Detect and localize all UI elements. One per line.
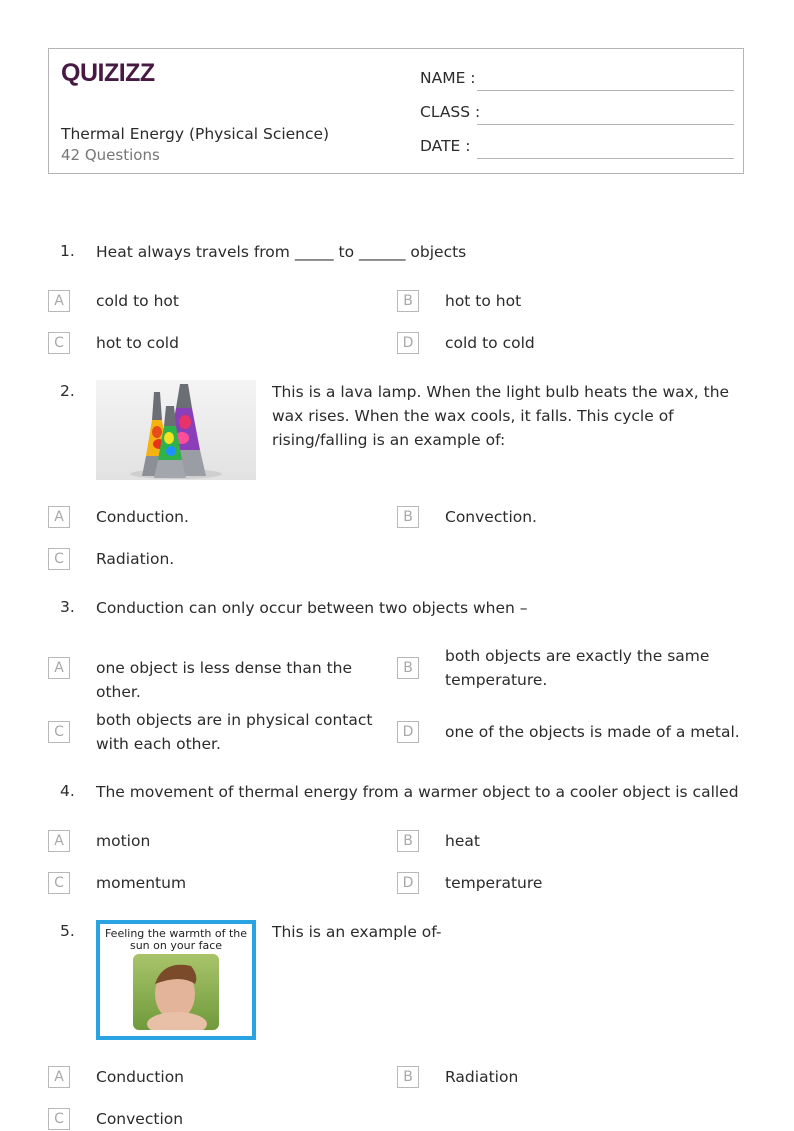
option-c-text: Radiation. xyxy=(96,550,175,568)
option-b-text: heat xyxy=(445,832,480,850)
option-d-text: cold to cold xyxy=(445,334,535,352)
option-b-text: Convection. xyxy=(445,508,537,526)
option-a-box[interactable]: A xyxy=(48,657,70,679)
question-text: Conduction can only occur between two objects when – xyxy=(96,599,528,617)
option-d-text: temperature xyxy=(445,874,543,892)
option-a-text: motion xyxy=(96,832,151,850)
question-number: 1. xyxy=(60,242,75,260)
question-number: 5. xyxy=(60,922,75,940)
option-a-text: cold to hot xyxy=(96,292,179,310)
name-label: NAME : xyxy=(420,69,476,87)
sun-warmth-card xyxy=(100,924,252,1036)
option-a-text: Conduction. xyxy=(96,508,189,526)
option-c-box[interactable]: C xyxy=(48,1108,70,1130)
image-caption: Feeling the warmth of the sun on your face xyxy=(104,927,248,952)
option-b-text: both objects are exactly the same temperature. xyxy=(445,647,710,689)
option-c-text: momentum xyxy=(96,874,187,892)
option-b-box[interactable]: B xyxy=(397,290,419,312)
option-b-box[interactable]: B xyxy=(397,657,419,679)
worksheet-title: Thermal Energy (Physical Science) xyxy=(61,125,330,143)
option-c-box[interactable]: C xyxy=(48,548,70,570)
name-field[interactable] xyxy=(420,69,734,93)
option-c-box[interactable]: C xyxy=(48,872,70,894)
question-text: The movement of thermal energy from a warmer object to a cooler object is called xyxy=(96,783,739,801)
option-b-box[interactable]: B xyxy=(397,830,419,852)
option-c-text: Convection xyxy=(96,1110,184,1128)
date-label: DATE : xyxy=(420,137,471,155)
lava-lamp-illustration xyxy=(96,380,256,480)
option-a-text: one object is less dense than the other. xyxy=(96,659,353,701)
date-line xyxy=(477,158,734,159)
option-b-box[interactable]: B xyxy=(397,506,419,528)
option-a-box[interactable]: A xyxy=(48,506,70,528)
option-a-box[interactable]: A xyxy=(48,1066,70,1088)
option-c-box[interactable]: C xyxy=(48,721,70,743)
class-label: CLASS : xyxy=(420,103,481,121)
quizizz-logo: QUIZIZZ xyxy=(61,59,155,87)
face-photo xyxy=(133,954,219,1030)
class-field[interactable] xyxy=(420,103,734,127)
class-line xyxy=(477,124,734,125)
question-number: 2. xyxy=(60,382,75,400)
name-line xyxy=(477,90,734,91)
option-d-box[interactable]: D xyxy=(397,721,419,743)
question-text: This is an example of- xyxy=(272,923,442,941)
option-d-text: one of the objects is made of a metal. xyxy=(445,723,740,741)
option-b-box[interactable]: B xyxy=(397,1066,419,1088)
date-field[interactable] xyxy=(420,137,734,161)
option-d-box[interactable]: D xyxy=(397,872,419,894)
face-illustration xyxy=(133,954,219,1030)
sun-warmth-image xyxy=(96,920,256,1040)
option-c-text: both objects are in physical contact with each other. xyxy=(96,711,373,753)
lava-lamp-image xyxy=(96,380,256,480)
question-text: Heat always travels from _____ to ______ objects xyxy=(96,243,467,261)
option-a-text: Conduction xyxy=(96,1068,185,1086)
option-a-box[interactable]: A xyxy=(48,290,70,312)
option-b-text: hot to hot xyxy=(445,292,522,310)
question-text: This is a lava lamp. When the light bulb heats the wax, the wax rises. When the wax cools, it falls. This cycle of rising/falling is an example of: xyxy=(272,383,730,449)
question-number: 3. xyxy=(60,598,75,616)
option-c-box[interactable]: C xyxy=(48,332,70,354)
question-number: 4. xyxy=(60,782,75,800)
worksheet-header xyxy=(48,48,744,174)
option-a-box[interactable]: A xyxy=(48,830,70,852)
option-b-text: Radiation xyxy=(445,1068,519,1086)
option-c-text: hot to cold xyxy=(96,334,179,352)
option-d-box[interactable]: D xyxy=(397,332,419,354)
question-count: 42 Questions xyxy=(61,146,160,164)
